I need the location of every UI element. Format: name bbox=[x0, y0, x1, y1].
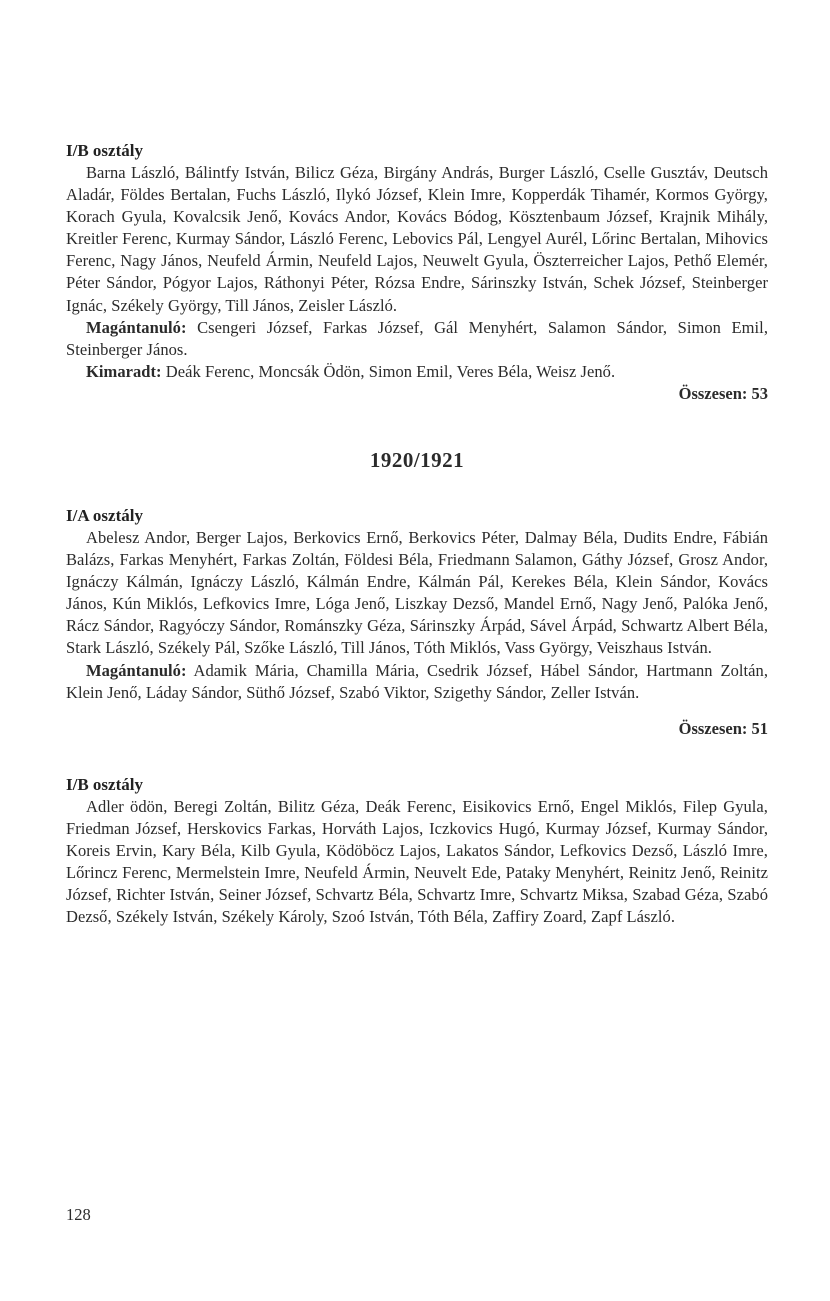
private-list: Adamik Mária, Chamilla Mária, Csedrik József, Hábel Sándor, Hartmann Zoltán, Klein Jenő, Láday Sándor, Süthő József, Szabó Viktor, Szigethy Sándor, Zeller István. bbox=[66, 660, 768, 702]
dropped-list: Deák Ferenc, Moncsák Ödön, Simon Emil, Veres Béla, Weisz Jenő. bbox=[165, 361, 616, 381]
private-label: Magántanuló: bbox=[86, 660, 187, 680]
page-content bbox=[66, 140, 768, 928]
private-students-ib-first bbox=[66, 317, 768, 361]
private-label: Magántanuló: bbox=[86, 317, 187, 337]
class-heading-ib-second: I/B osztály bbox=[66, 774, 143, 794]
student-list-ib-second: Adler ödön, Beregi Zoltán, Bilitz Géza, Deák Ferenc, Eisikovics Ernő, Engel Miklós, Filep Gyula, Friedman József, Herskovics Farkas, Horváth Lajos, Iczkovics Hugó, Kurmay József, Kurmay Sándor, Koreis Ervin, Kary Béla, Kilb Gyula, Ködöböcz Lajos, Lakatos Sándor, Lefkovics Dezső, László Imre, Lőrincz Ferenc, Mermelstein Imre, Neufeld Ármin, Neuvelt Ede, Pataky Menyhért, Reinitz Jenő, Reinitz József, Richter István, Seiner József, Schvartz Béla, Schvartz Imre, Schvartz Miksa, Szabad Géza, Szabó Dezső, Székely István, Székely Károly, Szoó István, Tóth Béla, Zaffiry Zoard, Zapf László. bbox=[66, 796, 768, 927]
private-students-ia bbox=[66, 660, 768, 704]
total-ib-first: Összesen: 53 bbox=[678, 383, 768, 403]
class-heading-ib-first: I/B osztály bbox=[66, 141, 143, 160]
student-list-ib-first: Barna László, Bálintfy István, Bilicz Géza, Birgány András, Burger László, Cselle Gusztáv, Deutsch Aladár, Földes Bertalan, Fuchs László, Ilykó József, Klein Imre, Kopperdák Tihamér, Kormos György, Korach Gyula, Kovalcsik Jenő, Kovács Andor, Kovács Bódog, Kösztenbaum József, Krajnik Mihály, Kreitler Ferenc, Kurmay Sándor, László Ferenc, Lebovics Pál, Lengyel Aurél, Lőrinc Bertalan, Mihovics Ferenc, Nagy János, Neufeld Ármin, Neufeld Lajos, Neuwelt Gyula, Öszterreicher Lajos, Pethő Elemér, Péter Sándor, Pógyor Lajos, Ráthonyi Péter, Rózsa Endre, Sárinszky István, Schek József, Steinberger Ignác, Székely György, Till János, Zeisler László. bbox=[66, 163, 768, 315]
private-list: Csengeri József, Farkas József, Gál Menyhért, Salamon Sándor, Simon Emil, Steinberger János. bbox=[66, 317, 768, 359]
dropped-label: Kimaradt: bbox=[86, 361, 162, 381]
class-heading-ia: I/A osztály bbox=[66, 505, 143, 525]
dropped-students-ib-first bbox=[66, 361, 768, 383]
student-list-ia: Abelesz Andor, Berger Lajos, Berkovics Ernő, Berkovics Péter, Dalmay Béla, Dudits Endre, Fábián Balázs, Farkas Menyhért, Farkas Zoltán, Földesi Béla, Friedmann Salamon, Gáthy József, Grosz Andor, Ignáczy Kálmán, Ignáczy László, Kálmán Endre, Kálmán Pál, Kerekes Béla, Klein Sándor, Kovács János, Kún Miklós, Lefkovics Imre, Lóga Jenő, Liszkay Dezső, Mandel Ernő, Nagy Jenő, Palóka Jenő, Rácz Sándor, Ragyóczy Sándor, Románszky Géza, Sárinszky Árpád, Sável Árpád, Schwartz Albert Béla, Stark László, Székely Pál, Szőke László, Till János, Tóth Miklós, Vass György, Veiszhaus István. bbox=[66, 527, 768, 658]
total-ia: Összesen: 51 bbox=[678, 718, 768, 738]
page-number: 128 bbox=[66, 1205, 91, 1224]
school-year-heading: 1920/1921 bbox=[369, 447, 465, 472]
